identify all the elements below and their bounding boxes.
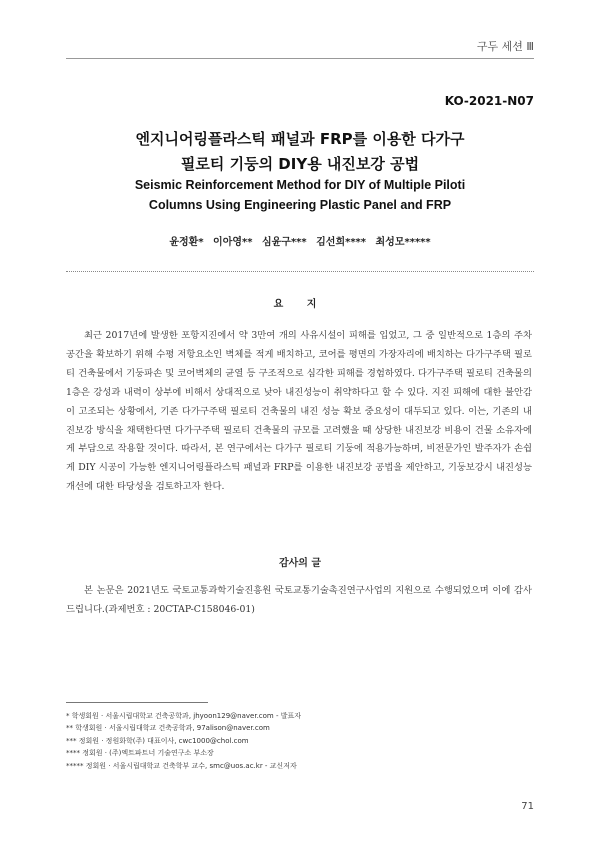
english-title-line-1: Seismic Reinforcement Method for DIY of Multiple Piloti bbox=[134, 178, 466, 192]
korean-title-line-1: 엔지니어링플라스틱 패널과 FRP를 이용한 다가구 bbox=[135, 130, 465, 148]
acknowledgement-heading: 감사의 글 bbox=[278, 558, 322, 569]
korean-title-line-2: 필로티 기둥의 DIY용 내진보강 공법 bbox=[180, 155, 420, 173]
footnote-item: ***** 정회원 · 서울시립대학교 건축학부 교수, smc@uos.ac.kr - 교신저자 bbox=[66, 761, 297, 770]
abstract-heading: 요 지 bbox=[273, 299, 327, 310]
footnote-list bbox=[66, 710, 536, 772]
page-number: 71 bbox=[521, 801, 534, 812]
english-title-line-2: Columns Using Engineering Plastic Panel and FRP bbox=[148, 198, 452, 212]
acknowledgement-body: 본 논문은 2021년도 국토교통과학기술진흥원 국토교통기술촉진연구사업의 지원으로 수행되었으며 이에 감사드립니다.(과제번호 : 20CTAP-C158046-01) bbox=[66, 585, 532, 615]
footnote-divider bbox=[66, 702, 208, 703]
session-label: 구두 세션 Ⅲ bbox=[476, 40, 534, 53]
author-divider bbox=[66, 271, 534, 272]
footnote-item: **** 정회원 · (주)엑트파트너 기술연구소 부소장 bbox=[66, 749, 214, 758]
abstract-body: 최근 2017년에 발생한 포항지진에서 약 3만여 개의 사유시설이 피해를 입었고, 그 중 일반적으로 1층의 주차 공간을 확보하기 위해 수평 저항요소인 벽체를 적게 배치하고, 코어를 평면의 가장자리에 배치하는 다가구주택 필로티 건축물에서 기둥파손 및 코어벽체의 균열 등 구조적으로 심각한 피해를 경험하였다. 다가구주택 필로티 건축물의 1층은 강성과 내력이 상부에 비해서 상대적으로 낮아 내진성능이 취약하다고 할 수 있다. 지진 피해에 대한 불안감이 고조되는 상황에서, 기존 다가구주택 필로티 건축물의 내진 성능 확보 중요성이 대두되고 있다. 이는, 기존의 내진보강 방식을 채택한다면 다가구주택 필로티 건축물의 규모를 고려했을 때 상당한 내진보강 비용이 건물 소유자에게 부담으로 작용할 것이다. 따라서, 본 연구에서는 다가구 필로티 기둥에 적용가능하며, 비전문가인 발주자가 손쉽게 DIY 시공이 가능한 엔지니어링플라스틱 패널과 FRP를 이용한 내진보강 공법을 제안하고, 기둥보강시 내진성능 개선에 대한 타당성을 검토하고자 한다. bbox=[66, 330, 532, 493]
author-list: 윤정환* 이아영** 심윤구*** 김선희**** 최성모***** bbox=[169, 237, 431, 248]
footnote-item: * 학생회원 · 서울시립대학교 건축공학과, jhyoon129@naver.com - 발표자 bbox=[66, 712, 302, 720]
paper-code: KO-2021-N07 bbox=[444, 94, 534, 108]
header-divider bbox=[66, 58, 534, 59]
footnote-item: ** 학생회원 · 서울시립대학교 건축공학과, 97alison@naver.com bbox=[66, 724, 270, 733]
footnote-item: *** 정회원 · 정원화학(주) 대표이사, cwc1000@chol.com bbox=[66, 736, 249, 745]
